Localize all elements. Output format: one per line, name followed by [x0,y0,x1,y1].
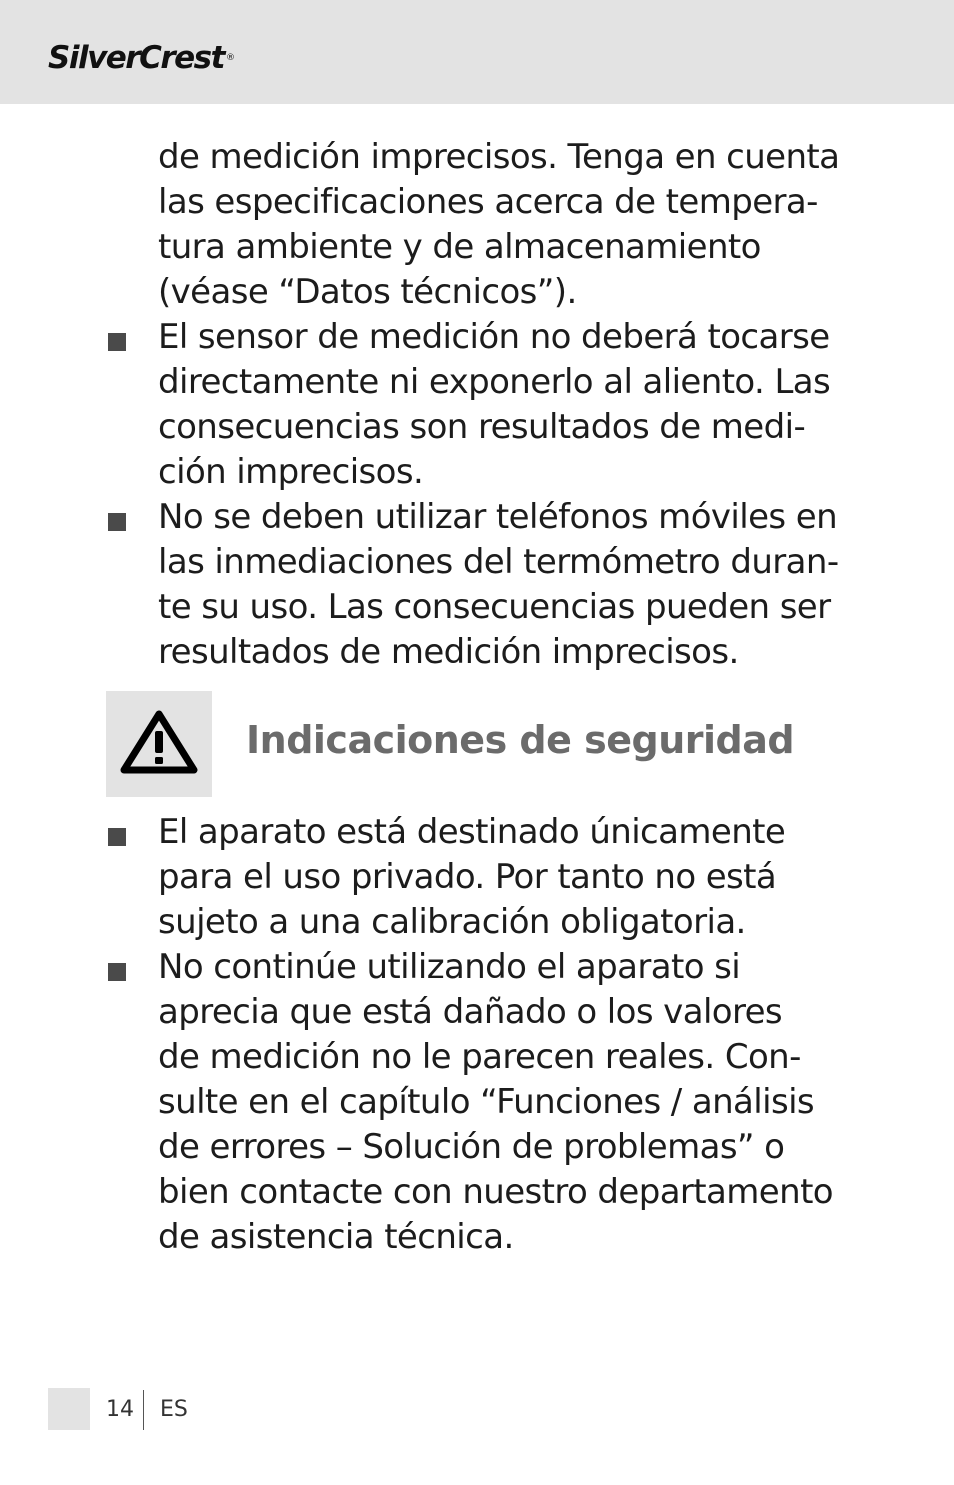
bullet-line: sulte en el capítulo “Funciones / análisis [158,1082,815,1122]
brand-name: SilverCrest [48,40,224,76]
bullet-square [108,333,126,351]
footer-divider [143,1390,144,1430]
bullet-square [108,828,126,846]
bullet-line: sujeto a una calibración obligatoria. [158,902,746,942]
bullet-line: El sensor de medición no deberá tocarse [158,317,830,357]
registered-mark: ® [225,53,235,63]
warning-triangle-icon [119,708,199,776]
bullet-line: No continúe utilizando el aparato si [158,947,741,987]
header-band [0,0,954,104]
bullet-line: aprecia que está dañado o los valores [158,992,783,1032]
bullet-line: directamente ni exponerlo al aliento. Las [158,362,831,402]
intro-line: de medición imprecisos. Tenga en cuenta [158,137,840,177]
bullet-line: te su uso. Las consecuencias pueden ser [158,587,831,627]
bullet-line: ción imprecisos. [158,452,424,492]
language-code: ES [160,1397,188,1422]
intro-line: (véase “Datos técnicos”). [158,272,577,312]
intro-line: tura ambiente y de almacenamiento [158,227,761,267]
bullet-line: de errores – Solución de problemas” o [158,1127,785,1167]
bullet-line: No se deben utilizar teléfonos móviles en [158,497,838,537]
bullet-line: las inmediaciones del termómetro duran- [158,542,839,582]
bullet-line: El aparato está destinado únicamente [158,812,786,852]
bullet-line: bien contacte con nuestro departamento [158,1172,833,1212]
bullet-square [108,963,126,981]
page-number: 14 [106,1397,134,1422]
warning-icon-box [106,691,212,797]
brand-logo [48,38,235,78]
bullet-line: para el uso privado. Por tanto no está [158,857,777,897]
bullet-line: resultados de medición imprecisos. [158,632,739,672]
intro-line: las especificaciones acerca de tempera- [158,182,818,222]
bullet-line: de asistencia técnica. [158,1217,514,1257]
bullet-line: de medición no le parecen reales. Con- [158,1037,801,1077]
footer-gray-box [48,1388,90,1430]
bullet-line: consecuencias son resultados de medi- [158,407,806,447]
bullet-square [108,513,126,531]
section-heading: Indicaciones de seguridad [246,718,795,762]
